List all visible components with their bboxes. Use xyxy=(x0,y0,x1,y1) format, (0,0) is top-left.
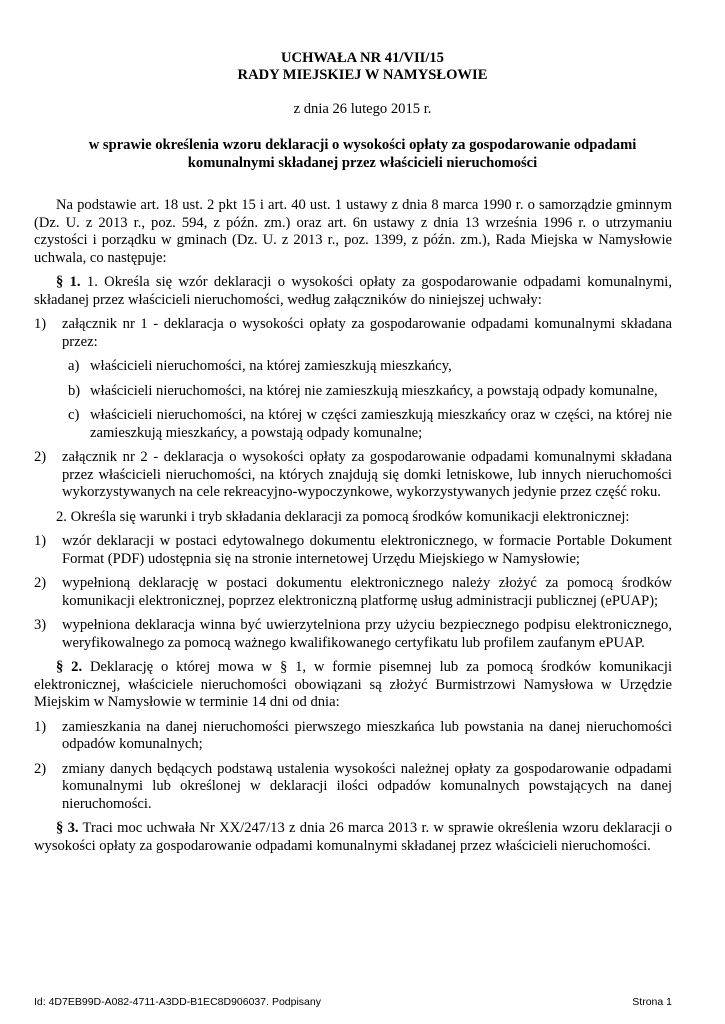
preamble: Na podstawie art. 18 ust. 2 pkt 15 i art. 40 ust. 1 ustawy z dnia 8 marca 1990 r. o samorządzie gminnym (Dz. U. z 2013 r., poz. 594, z późn. zm.) oraz art. 6n ustawy z dnia 13 września 1996 r. o utrzymaniu czystości i porządku w gminach (Dz. U. z 2013 r., poz. 1399, z późn. zm.), Rada Miejska w Namysłowie uchwala, co następuje: xyxy=(34,197,672,266)
paragraph-2-mark: § 2. xyxy=(56,659,83,675)
list-item-text: wzór deklaracji w postaci edytowalnego dokumentu elektronicznego, w formacie Portable Dokument Format (PDF) udostępnia się na stronie internetowej Urzędu Miejskiego w Namysłowie; xyxy=(62,533,672,567)
paragraph-3-text: Traci moc uchwała Nr XX/247/13 z dnia 26 marca 2013 r. w sprawie określenia wzoru deklaracji o wysokości opłaty za gospodarowanie odpadami komunalnymi składanej przez właścicieli nieruchomości. xyxy=(34,820,672,854)
resolution-date: z dnia 26 lutego 2015 r. xyxy=(293,101,432,117)
list-item xyxy=(34,316,672,351)
list-item-text: załącznik nr 2 - deklaracja o wysokości opłaty za gospodarowanie odpadami komunalnymi składana przez właścicieli nieruchomości, na których znajdują się domki letniskowe, lub innych nieruchomości wykorzystywanych na cele rekreacyjno-wypoczynkowe, wykorzystywanych jedynie przez część roku. xyxy=(62,449,672,500)
list-item xyxy=(34,719,672,754)
sub-list-item-number: a) xyxy=(68,358,80,374)
list-item xyxy=(34,449,672,502)
list-item-number: 1) xyxy=(34,316,47,332)
list-item-text: wypełnioną deklarację w postaci dokumentu elektronicznego należy złożyć za pomocą środków komunikacji elektronicznej, poprzez elektroniczną platformę usług administracji publicznej (ePUAP); xyxy=(62,575,672,609)
list-item-number: 3) xyxy=(34,617,47,633)
subject-line-2: komunalnymi składanej przez właścicieli nieruchomości xyxy=(187,155,538,171)
paragraph-2-text: Deklarację o której mowa w § 1, w formie pisemnej lub za pomocą środków komunikacji elektronicznej, właściciele nieruchomości obowiązani są złożyć Burmistrzowi Namysłowa w Urzędzie Miejskim w Namysłowie w terminie 14 dni od dnia: xyxy=(34,659,672,710)
sub-list-item xyxy=(34,358,672,376)
paragraph-1-mark: § 1. xyxy=(56,274,81,290)
paragraph-1 xyxy=(34,274,672,309)
paragraph-1-text: 1. Określa się wzór deklaracji o wysokości opłaty za gospodarowanie odpadami komunalnymi, składanej przez właścicieli nieruchomości, według załączników do niniejszej uchwały: xyxy=(34,274,672,308)
list-item-number: 2) xyxy=(34,449,47,465)
sub-list-item xyxy=(34,407,672,442)
paragraph-2 xyxy=(34,659,672,712)
sub-list-item xyxy=(34,383,672,401)
paragraph-3-mark: § 3. xyxy=(56,820,79,836)
list-item-text: załącznik nr 1 - deklaracja o wysokości opłaty za gospodarowanie odpadami komunalnymi składana przez: xyxy=(62,316,672,350)
subject-line-1: w sprawie określenia wzoru deklaracji o wysokości opłaty za gospodarowanie odpadami xyxy=(88,137,637,153)
list-item xyxy=(34,533,672,568)
title-line-2: RADY MIEJSKIEJ W NAMYSŁOWIE xyxy=(237,67,488,83)
document-id: Id: 4D7EB99D-A082-4711-A3DD-B1EC8D906037. Podpisany xyxy=(34,996,321,1008)
list-item-number: 2) xyxy=(34,575,47,591)
sub-list-item-text: właścicieli nieruchomości, na której zamieszkują mieszkańcy, xyxy=(90,358,452,374)
list-item xyxy=(34,617,672,652)
list-item-number: 2) xyxy=(34,760,47,777)
list-item-text: zamieszkania na danej nieruchomości pierwszego mieszkańca lub powstania na danej nieruchomości odpadów komunalnych; xyxy=(62,718,672,752)
list-item-text: zmiany danych będących podstawą ustalenia wysokości należnej opłaty za gospodarowanie odpadami komunalnymi lub określonej w deklaracji ilości odpadów komunalnych powstających na danej nieruchomości. xyxy=(62,760,672,812)
document-body xyxy=(34,197,672,855)
title-line-1: UCHWAŁA NR 41/VII/15 xyxy=(281,50,444,66)
list-item-number: 1) xyxy=(34,533,47,549)
list-item xyxy=(34,575,672,610)
sub-list-item-text: właścicieli nieruchomości, na której nie zamieszkują mieszkańcy, a powstają odpady komunalne, xyxy=(90,382,658,399)
paragraph-1-point-2: 2. Określa się warunki i tryb składania deklaracji za pomocą środków komunikacji elektronicznej: xyxy=(56,508,630,525)
list-item-number: 1) xyxy=(34,718,47,735)
sub-list-item-number: c) xyxy=(68,407,80,423)
page-number: Strona 1 xyxy=(632,996,672,1008)
list-item-text: wypełniona deklaracja winna być uwierzytelniona przy użyciu bezpiecznego podpisu elektronicznego, weryfikowalnego za pomocą ważnego kwalifikowanego certyfikatu lub profilem zaufanym ePUAP. xyxy=(62,617,672,651)
resolution-title xyxy=(0,50,725,84)
resolution-subject xyxy=(60,136,665,172)
paragraph-3 xyxy=(34,820,672,855)
sub-list-item-number: b) xyxy=(68,382,81,399)
sub-list-item-text: właścicieli nieruchomości, na której w części zamieszkują mieszkańcy oraz w części, na której nie zamieszkują mieszkańcy, a powstają odpady komunalne; xyxy=(90,407,672,441)
list-item xyxy=(34,761,672,814)
